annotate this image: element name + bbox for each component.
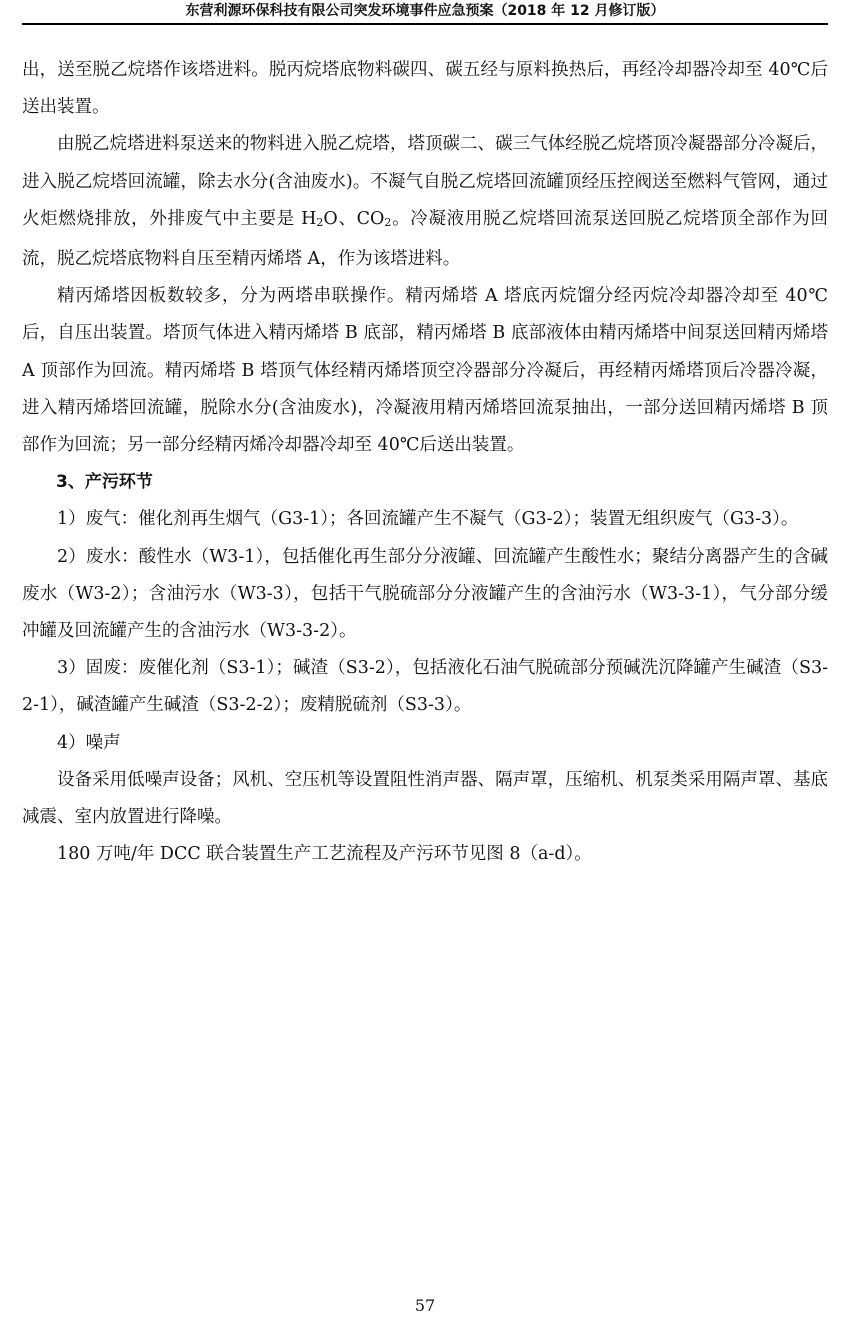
paragraph-2-part-a: 由脱乙烷塔进料泵送来的物料进入脱乙烷塔，塔顶碳二、碳三气体经脱乙烷塔顶冷凝器部分冷凝后，进入脱乙烷塔回流罐，除去水分(含油废水)。不凝气自脱乙烷塔回流罐顶经压控阀送至燃料气管网，通过火炬燃烧排放，外排废气中主要是 H bbox=[22, 134, 828, 229]
paragraph-noise: 设备采用低噪声设备；风机、空压机等设置阻性消声器、隔声罩，压缩机、机泵类采用隔声罩、基底减震、室内放置进行降噪。 bbox=[22, 769, 828, 828]
paragraph-figure-ref: 180 万吨/年 DCC 联合装置生产工艺流程及产污环节见图 8（a-d）。 bbox=[57, 844, 592, 865]
subscript-h2o: 2 bbox=[316, 215, 324, 229]
page-number: 57 bbox=[414, 1296, 436, 1315]
document-header: 东营利源环保科技有限公司突发环境事件应急预案（2018 年 12 月修订版） bbox=[185, 3, 665, 19]
paragraph-2-part-c: 。冷凝液用脱乙烷塔回流泵送回脱乙烷塔顶全部作为回流，脱乙烷塔底物料自压至精丙烯塔 A，作为该塔进料。 bbox=[22, 208, 828, 270]
section-heading-pollution: 3、产污环节 bbox=[56, 472, 153, 493]
paragraph-3: 精丙烯塔因板数较多，分为两塔串联操作。精丙烯塔 A 塔底丙烷馏分经丙烷冷却器冷却至 40℃后，自压出装置。塔顶气体进入精丙烯塔 B 底部，精丙烯塔 B 底部液体由精丙烯塔中间泵送回精丙烯塔 A 顶部作为回流。精丙烯塔 B 塔顶气体经精丙烯塔顶空冷器部分冷凝后，再经精丙烯塔顶后冷器冷凝，进入精丙烯塔回流罐，脱除水分(含油废水)，冷凝液用精丙烯塔回流泵抽出，一部分送回精丙烯塔 B 顶部作为回流；另一部分经精丙烯冷却器冷却至 40℃后送出装置。 bbox=[22, 286, 828, 456]
subscript-co2: 2 bbox=[384, 215, 392, 229]
header-divider bbox=[22, 23, 828, 25]
paragraph-waste-water: 2）废水：酸性水（W3-1），包括催化再生部分分液罐、回流罐产生酸性水；聚结分离器产生的含碱废水（W3-2）；含油污水（W3-3），包括干气脱硫部分分液罐产生的含油污水（W3-3-1），气分部分缓冲罐及回流罐产生的含油污水（W3-3-2）。 bbox=[22, 546, 828, 642]
paragraph-2 bbox=[22, 126, 828, 278]
paragraph-2-part-b: O、CO bbox=[323, 208, 385, 229]
paragraph-solid-waste: 3）固废：废催化剂（S3-1）；碱渣（S3-2），包括液化石油气脱硫部分预碱洗沉降罐产生碱渣（S3-2-1），碱渣罐产生碱渣（S3-2-2）；废精脱硫剂（S3-3）。 bbox=[22, 658, 828, 716]
paragraph-waste-gas: 1）废气：催化剂再生烟气（G3-1）；各回流罐产生不凝气（G3-2）；装置无组织废气（G3-3）。 bbox=[57, 509, 799, 530]
document-body bbox=[22, 52, 828, 873]
paragraph-1: 出，送至脱乙烷塔作该塔进料。脱丙烷塔底物料碳四、碳五经与原料换热后，再经冷却器冷却至 40℃后送出装置。 bbox=[22, 60, 828, 118]
paragraph-noise-title: 4）噪声 bbox=[57, 732, 121, 753]
